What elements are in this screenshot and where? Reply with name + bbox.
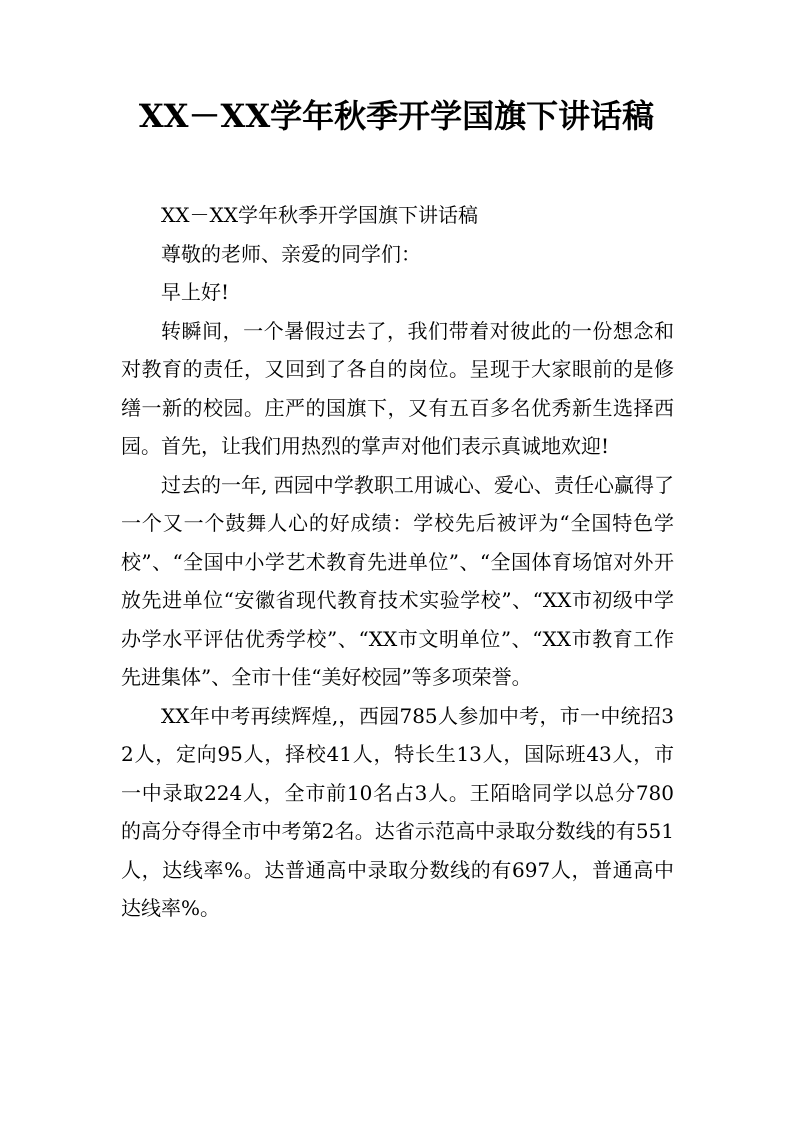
paragraph-achievements: 过去的一年, 西园中学教职工用诚心、爱心、责任心赢得了一个又一个鼓舞人心的好成绩：学校先后被评为“全国特色学校”、“全国中小学艺术教育先进单位”、“全国体育场馆对外开放先进单位“安徽省现代教育技术实验学校”、“XX市初级中学办学水平评估优秀学校”、“XX市文明单位”、“XX市教育工作先进集体”、全市十佳“美好校园”等多项荣誉。 bbox=[121, 472, 674, 689]
paragraph-greeting: 早上好! bbox=[161, 280, 230, 304]
document-body bbox=[121, 196, 674, 928]
paragraph-salutation: 尊敬的老师、亲爱的同学们： bbox=[161, 241, 421, 266]
document-title: XX－XX学年秋季开学国旗下讲话稿 bbox=[138, 97, 655, 135]
paragraph-exam-results: XX年中考再续辉煌,，西园785人参加中考，市一中统招32人，定向95人，择校41人，特长生13人，国际班43人，市一中录取224人，全市前10名占3人。王陌晗同学以总分780的高分夺得全市中考第2名。达省示范高中录取分数线的有551人，达线率%。达普通高中录取分数线的有697人，普通高中达线率%。 bbox=[121, 703, 674, 920]
paragraph-heading: XX－XX学年秋季开学国旗下讲话稿 bbox=[161, 203, 478, 227]
paragraph-welcome: 转瞬间，一个暑假过去了，我们带着对彼此的一份想念和对教育的责任，又回到了各自的岗位。呈现于大家眼前的是修缮一新的校园。庄严的国旗下，又有五百多名优秀新生选择西园。首先，让我们用热烈的掌声对他们表示真诚地欢迎! bbox=[121, 318, 674, 458]
